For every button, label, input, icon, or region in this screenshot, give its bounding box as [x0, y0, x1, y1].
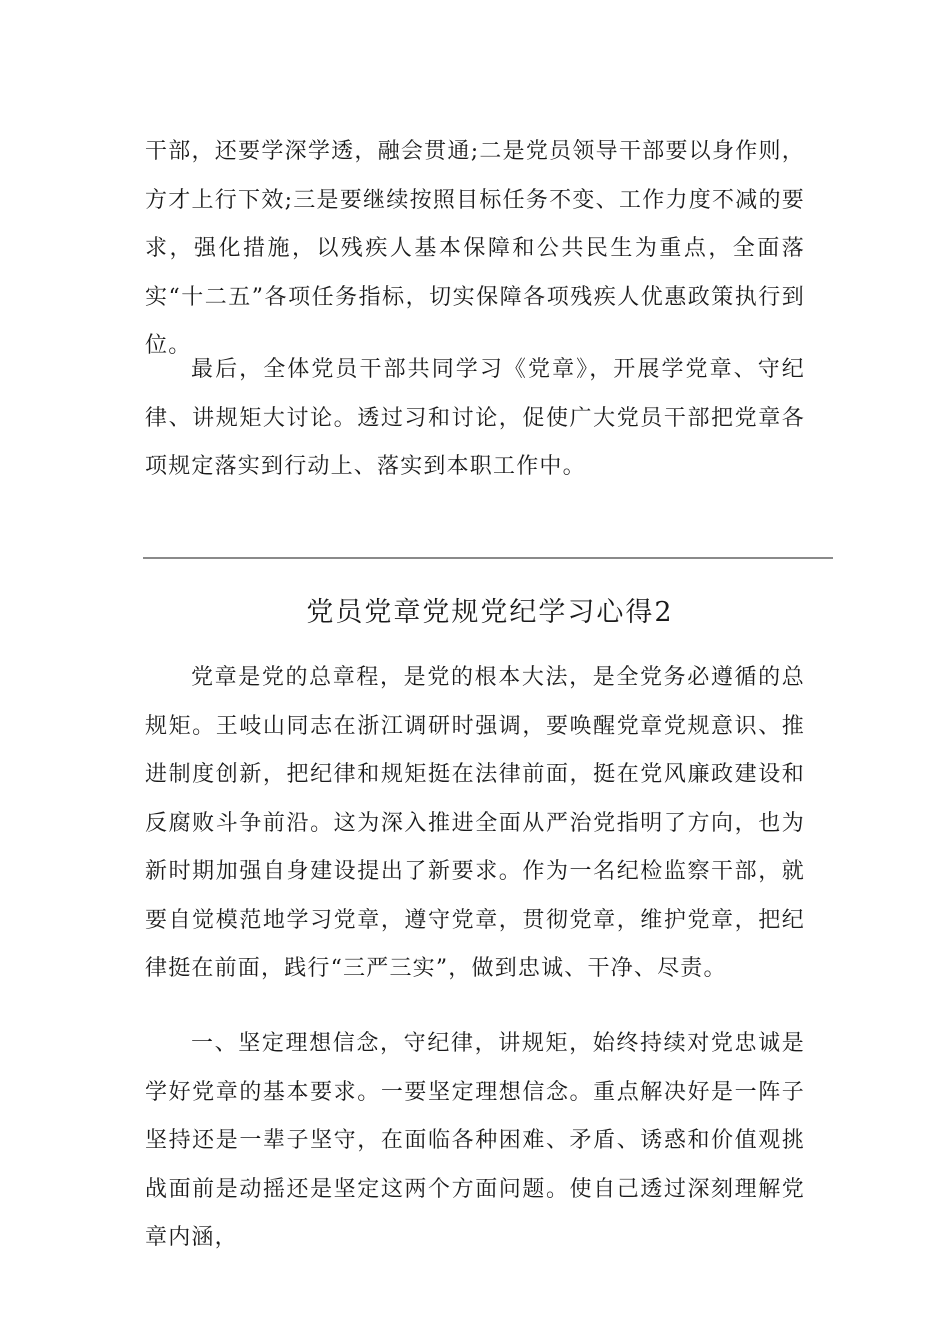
body-paragraph-closing: 最后，全体党员干部共同学习《党章》，开展学党章、守纪律、讲规矩大讨论。透过习和讨论，促使广大党员干部把党章各项规定落实到行动上、落实到本职工作中。	[145, 357, 805, 479]
section-divider	[143, 557, 833, 559]
body-paragraph-intro: 党章是党的总章程，是党的根本大法，是全党务必遵循的总规矩。王岐山同志在浙江调研时强调，要唤醒党章党规意识、推进制度创新，把纪律和规矩挺在法律前面，挺在党风廉政建设和反腐败斗争前沿。这为深入推进全面从严治党指明了方向，也为新时期加强自身建设提出了新要求。作为一名纪检监察干部，就要自觉模范地学习党章，遵守党章，贯彻党章，维护党章，把纪律挺在前面，践行“三严三实”，做到忠诚、干净、尽责。	[145, 665, 805, 981]
body-paragraph-continued: 干部，还要学深学透，融会贯通;二是党员领导干部要以身作则，方才上行下效;三是要继续按照目标任务不变、工作力度不减的要求，强化措施，以残疾人基本保障和公共民生为重点，全面落实“十二五”各项任务指标，切实保障各项残疾人优惠政策执行到位。	[145, 139, 805, 358]
body-paragraph-point-one: 一、坚定理想信念，守纪律，讲规矩，始终持续对党忠诚是学好党章的基本要求。一要坚定理想信念。重点解决好是一阵子坚持还是一辈子坚守，在面临各种困难、矛盾、诱惑和价值观挑战面前是动摇还是坚定这两个方面问题。使自己透过深刻理解党章内涵，	[145, 1031, 805, 1250]
section-title: 党员党章党规党纪学习心得2	[306, 597, 674, 628]
